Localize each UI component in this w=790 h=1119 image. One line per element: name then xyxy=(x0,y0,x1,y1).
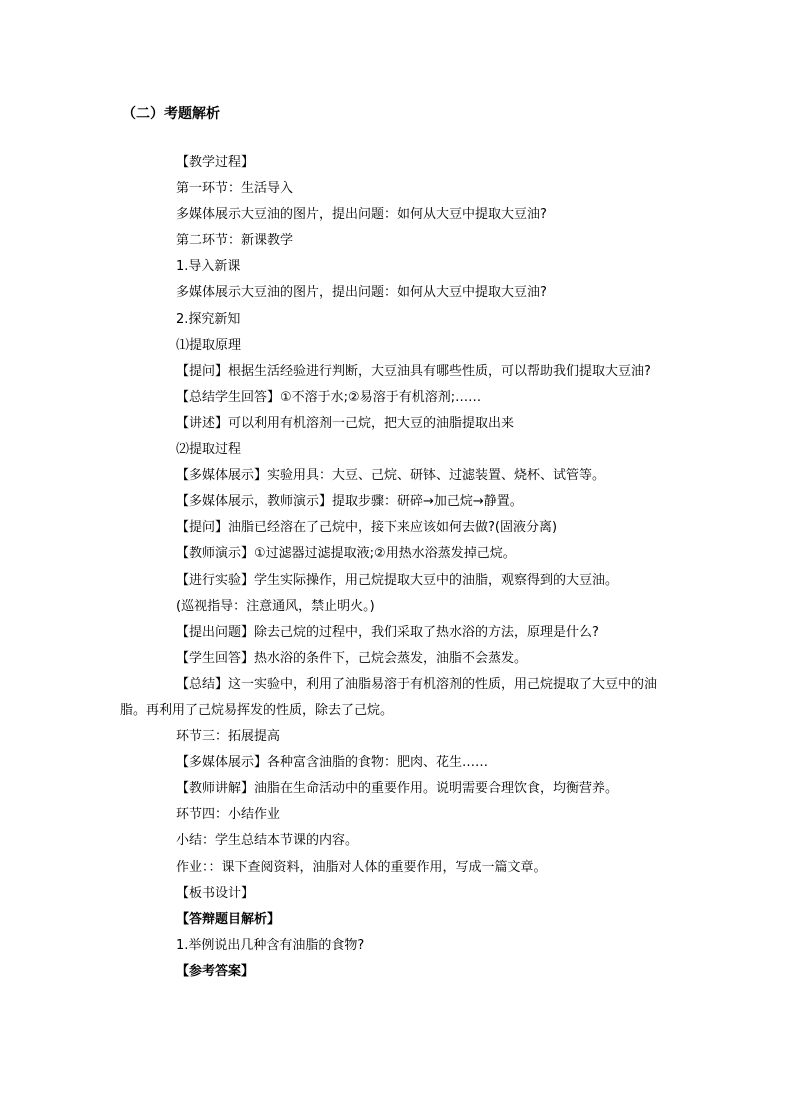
paragraph: 环节三：拓展提高 xyxy=(176,729,281,745)
body-text xyxy=(120,150,680,985)
paragraph: 多媒体展示大豆油的图片，提出问题：如何从大豆中提取大豆油? xyxy=(176,285,547,301)
paragraph: 【教师讲解】油脂在生命活动中的重要作用。说明需要合理饮食，均衡营养。 xyxy=(176,781,619,797)
paragraph: ⑴提取原理 xyxy=(176,337,242,353)
paragraph: 【参考答案】 xyxy=(176,963,255,979)
paragraph: 第二环节：新课教学 xyxy=(176,233,294,249)
paragraph: 【讲述】可以利用有机溶剂一己烷，把大豆的油脂提取出来 xyxy=(176,415,515,431)
paragraph: 【总结学生回答】①不溶于水;②易溶于有机溶剂;…… xyxy=(176,389,482,405)
paragraph: 1.举例说出几种含有油脂的食物? xyxy=(176,937,365,953)
paragraph: 多媒体展示大豆油的图片，提出问题：如何从大豆中提取大豆油? xyxy=(176,207,547,223)
paragraph: 【教师演示】①过滤器过滤提取液;②用热水浴蒸发掉己烷。 xyxy=(176,546,516,562)
section-heading: （二）考题解析 xyxy=(122,106,220,122)
paragraph: 【多媒体展示】各种富含油脂的食物：肥肉、花生…… xyxy=(176,755,489,771)
paragraph: 【教学过程】 xyxy=(176,155,255,170)
paragraph: 【进行实验】学生实际操作，用己烷提取大豆中的油脂，观察得到的大豆油。 xyxy=(176,572,619,588)
paragraph: 2.探究新知 xyxy=(176,311,241,327)
paragraph: 小结：学生总结本节课的内容。 xyxy=(176,833,359,849)
paragraph: 1.导入新课 xyxy=(176,259,241,275)
paragraph: 【提出问题】除去己烷的过程中，我们采取了热水浴的方法，原理是什么? xyxy=(176,624,599,640)
paragraph: 【多媒体展示】实验用具：大豆、己烷、研钵、过滤装置、烧杯、试管等。 xyxy=(176,468,606,484)
paragraph: 【提问】根据生活经验进行判断，大豆油具有哪些性质，可以帮助我们提取大豆油? xyxy=(176,363,651,379)
paragraph: 【板书设计】 xyxy=(176,885,255,901)
paragraph: 【总结】这一实验中，利用了油脂易溶于有机溶剂的性质，用己烷提取了大豆中的油脂。再利用了己烷易挥发的性质，除去了己烷。 xyxy=(120,676,658,718)
paragraph: ⑵提取过程 xyxy=(176,442,242,458)
paragraph: 作业：：课下查阅资料，油脂对人体的重要作用，写成一篇文章。 xyxy=(176,859,547,875)
paragraph: 【多媒体展示，教师演示】提取步骤：研碎→加己烷→静置。 xyxy=(176,494,523,510)
paragraph: 【提问】油脂已经溶在了己烷中，接下来应该如何去做?(固液分离) xyxy=(176,520,558,536)
paragraph: 第一环节：生活导入 xyxy=(176,181,294,197)
paragraph: 【答辩题目解析】 xyxy=(176,911,281,927)
paragraph: (巡视指导：注意通风，禁止明火。) xyxy=(176,598,375,614)
paragraph: 【学生回答】热水浴的条件下，己烷会蒸发，油脂不会蒸发。 xyxy=(176,650,528,666)
paragraph: 环节四：小结作业 xyxy=(176,807,281,823)
